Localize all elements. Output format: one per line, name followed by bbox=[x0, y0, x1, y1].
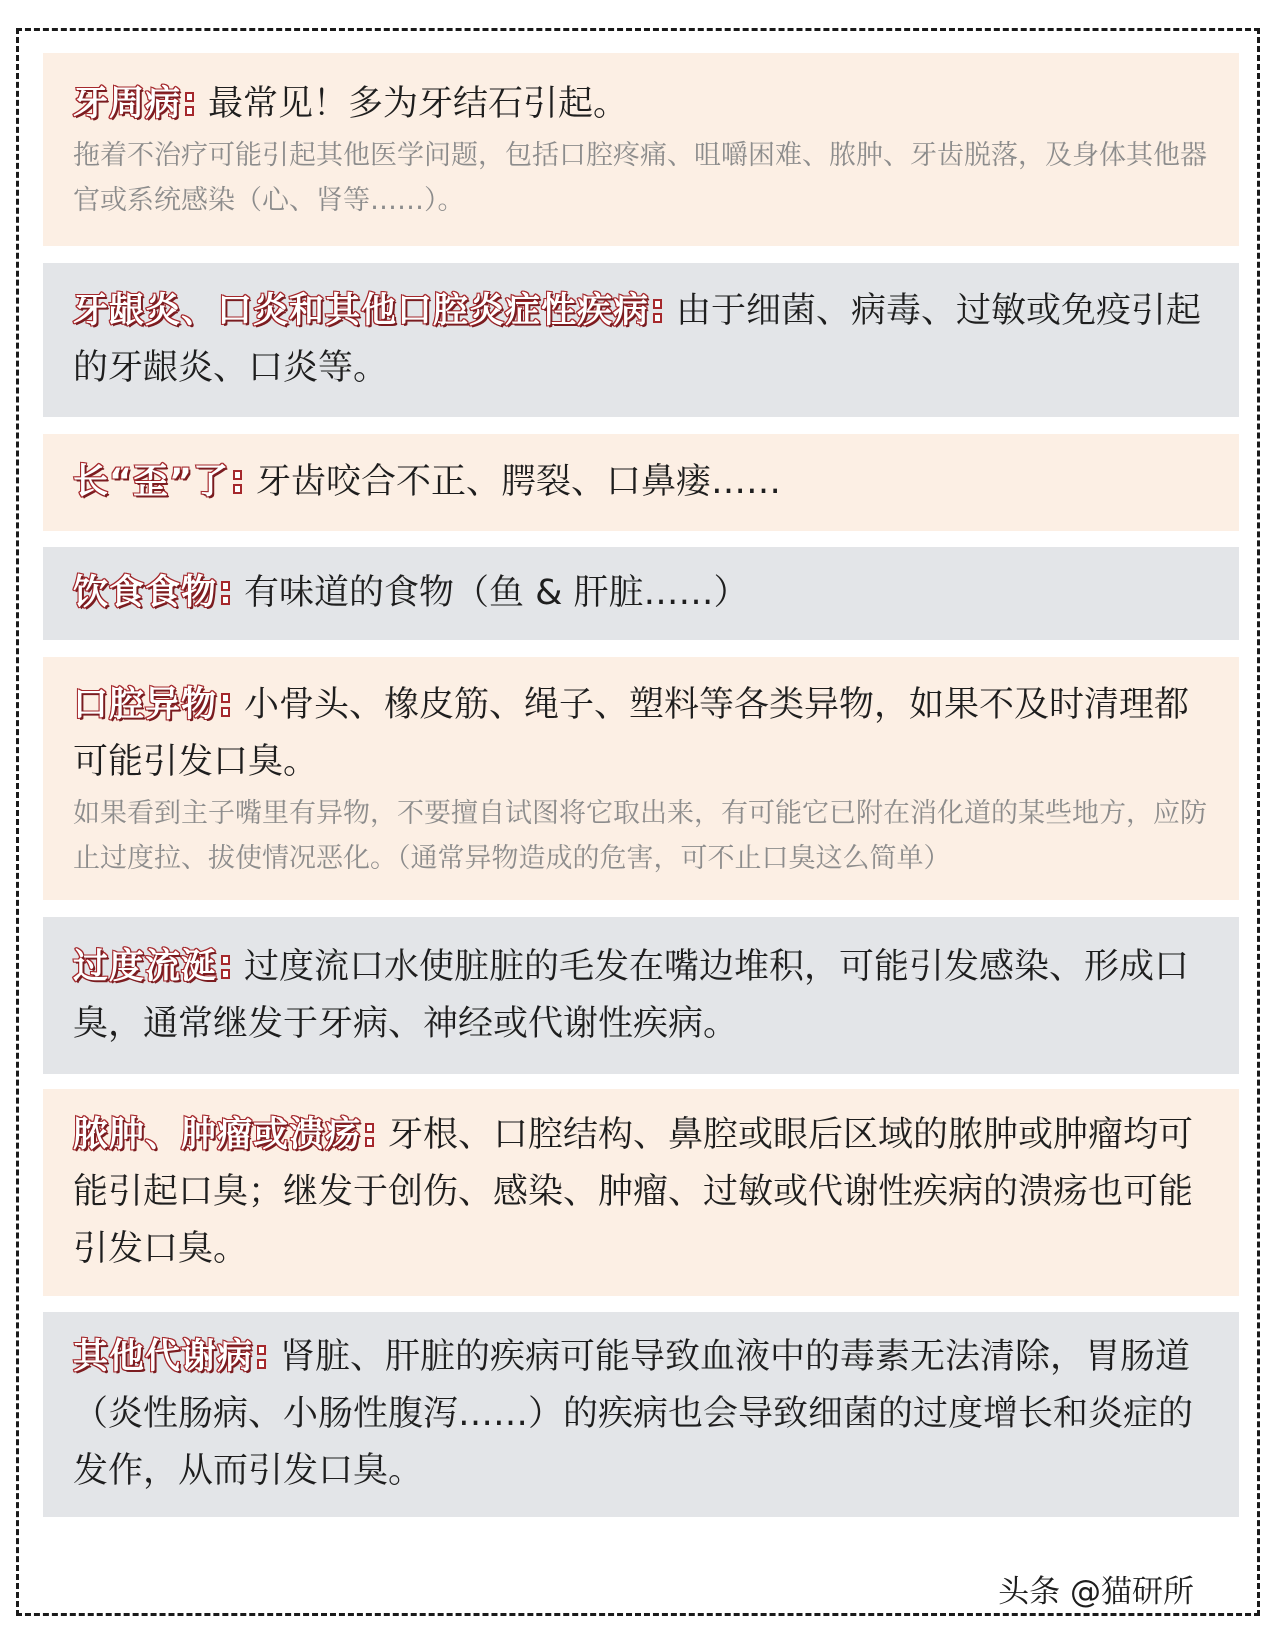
card-main bbox=[73, 454, 1209, 511]
heading-colon-icon bbox=[221, 691, 230, 719]
heading-colon-icon bbox=[185, 90, 194, 118]
watermark-footer: 头条 @猫研所 bbox=[998, 1574, 1194, 1610]
card-main bbox=[73, 76, 1209, 133]
heading-colon-icon bbox=[221, 579, 230, 607]
card-text: 牙根、口腔结构、鼻腔或眼后区域的脓肿或肿瘤均可能引起口臭；继发于创伤、感染、肿瘤、过敏或代谢性疾病的溃疡也可能引发口臭。 bbox=[73, 1115, 1194, 1269]
card-malocclusion bbox=[43, 434, 1239, 531]
card-periodontal bbox=[43, 53, 1239, 246]
card-text: 过度流口水使脏脏的毛发在嘴边堆积，可能引发感染、形成口臭，通常继发于牙病、神经或代谢性疾病。 bbox=[73, 946, 1190, 1044]
card-heading: 口腔异物 bbox=[73, 684, 218, 725]
card-text: 由于细菌、病毒、过敏或免疫引起的牙龈炎、口炎等。 bbox=[73, 291, 1202, 388]
heading-colon-icon bbox=[233, 468, 242, 496]
card-note: 拖着不治疗可能引起其他医学问题，包括口腔疼痛、咀嚼困难、脓肿、牙齿脱落，及身体其他器官或系统感染（心、肾等……）。 bbox=[73, 140, 1207, 216]
card-drooling bbox=[43, 917, 1239, 1074]
card-main bbox=[73, 565, 1209, 622]
card-heading: 其他代谢病 bbox=[73, 1337, 254, 1377]
card-heading: 过度流涎 bbox=[73, 946, 218, 987]
heading-colon-icon bbox=[221, 953, 230, 981]
card-text: 牙齿咬合不正、腭裂、口鼻瘘…… bbox=[256, 462, 782, 502]
heading-colon-icon bbox=[365, 1121, 374, 1149]
card-diet bbox=[43, 547, 1239, 640]
card-gingivitis bbox=[43, 263, 1239, 417]
card-heading: 长“歪”了 bbox=[73, 462, 230, 502]
heading-colon-icon bbox=[257, 1343, 266, 1371]
card-text: 有味道的食物（鱼 & 肝脏……） bbox=[244, 573, 749, 613]
card-abscess-tumor bbox=[43, 1089, 1239, 1296]
card-heading: 牙龈炎、口炎和其他口腔炎症性疾病 bbox=[73, 291, 650, 331]
card-main bbox=[73, 677, 1209, 791]
card-text: 小骨头、橡皮筋、绳子、塑料等各类异物，如果不及时清理都可能引发口臭。 bbox=[73, 684, 1190, 782]
card-foreign-body bbox=[43, 657, 1239, 900]
card-text: 肾脏、肝脏的疾病可能导致血液中的毒素无法清除，胃肠道（炎性肠病、小肠性腹泻……）的疾病也会导致细菌的过度增长和炎症的发作，从而引发口臭。 bbox=[73, 1337, 1194, 1491]
heading-colon-icon bbox=[653, 297, 662, 325]
card-heading: 脓肿、肿瘤或溃疡 bbox=[73, 1115, 362, 1155]
card-main bbox=[73, 939, 1209, 1053]
card-heading: 饮食食物 bbox=[73, 573, 218, 613]
card-metabolic bbox=[43, 1312, 1239, 1517]
card-note: 如果看到主子嘴里有异物，不要擅自试图将它取出来，有可能它已附在消化道的某些地方，应防止过度拉、拔使情况恶化。（通常异物造成的危害，可不止口臭这么简单） bbox=[73, 797, 1207, 874]
card-main bbox=[73, 1329, 1209, 1500]
card-main bbox=[73, 1107, 1209, 1278]
card-main bbox=[73, 283, 1209, 397]
card-heading: 牙周病 bbox=[73, 84, 182, 124]
card-text: 最常见！多为牙结石引起。 bbox=[208, 84, 629, 124]
